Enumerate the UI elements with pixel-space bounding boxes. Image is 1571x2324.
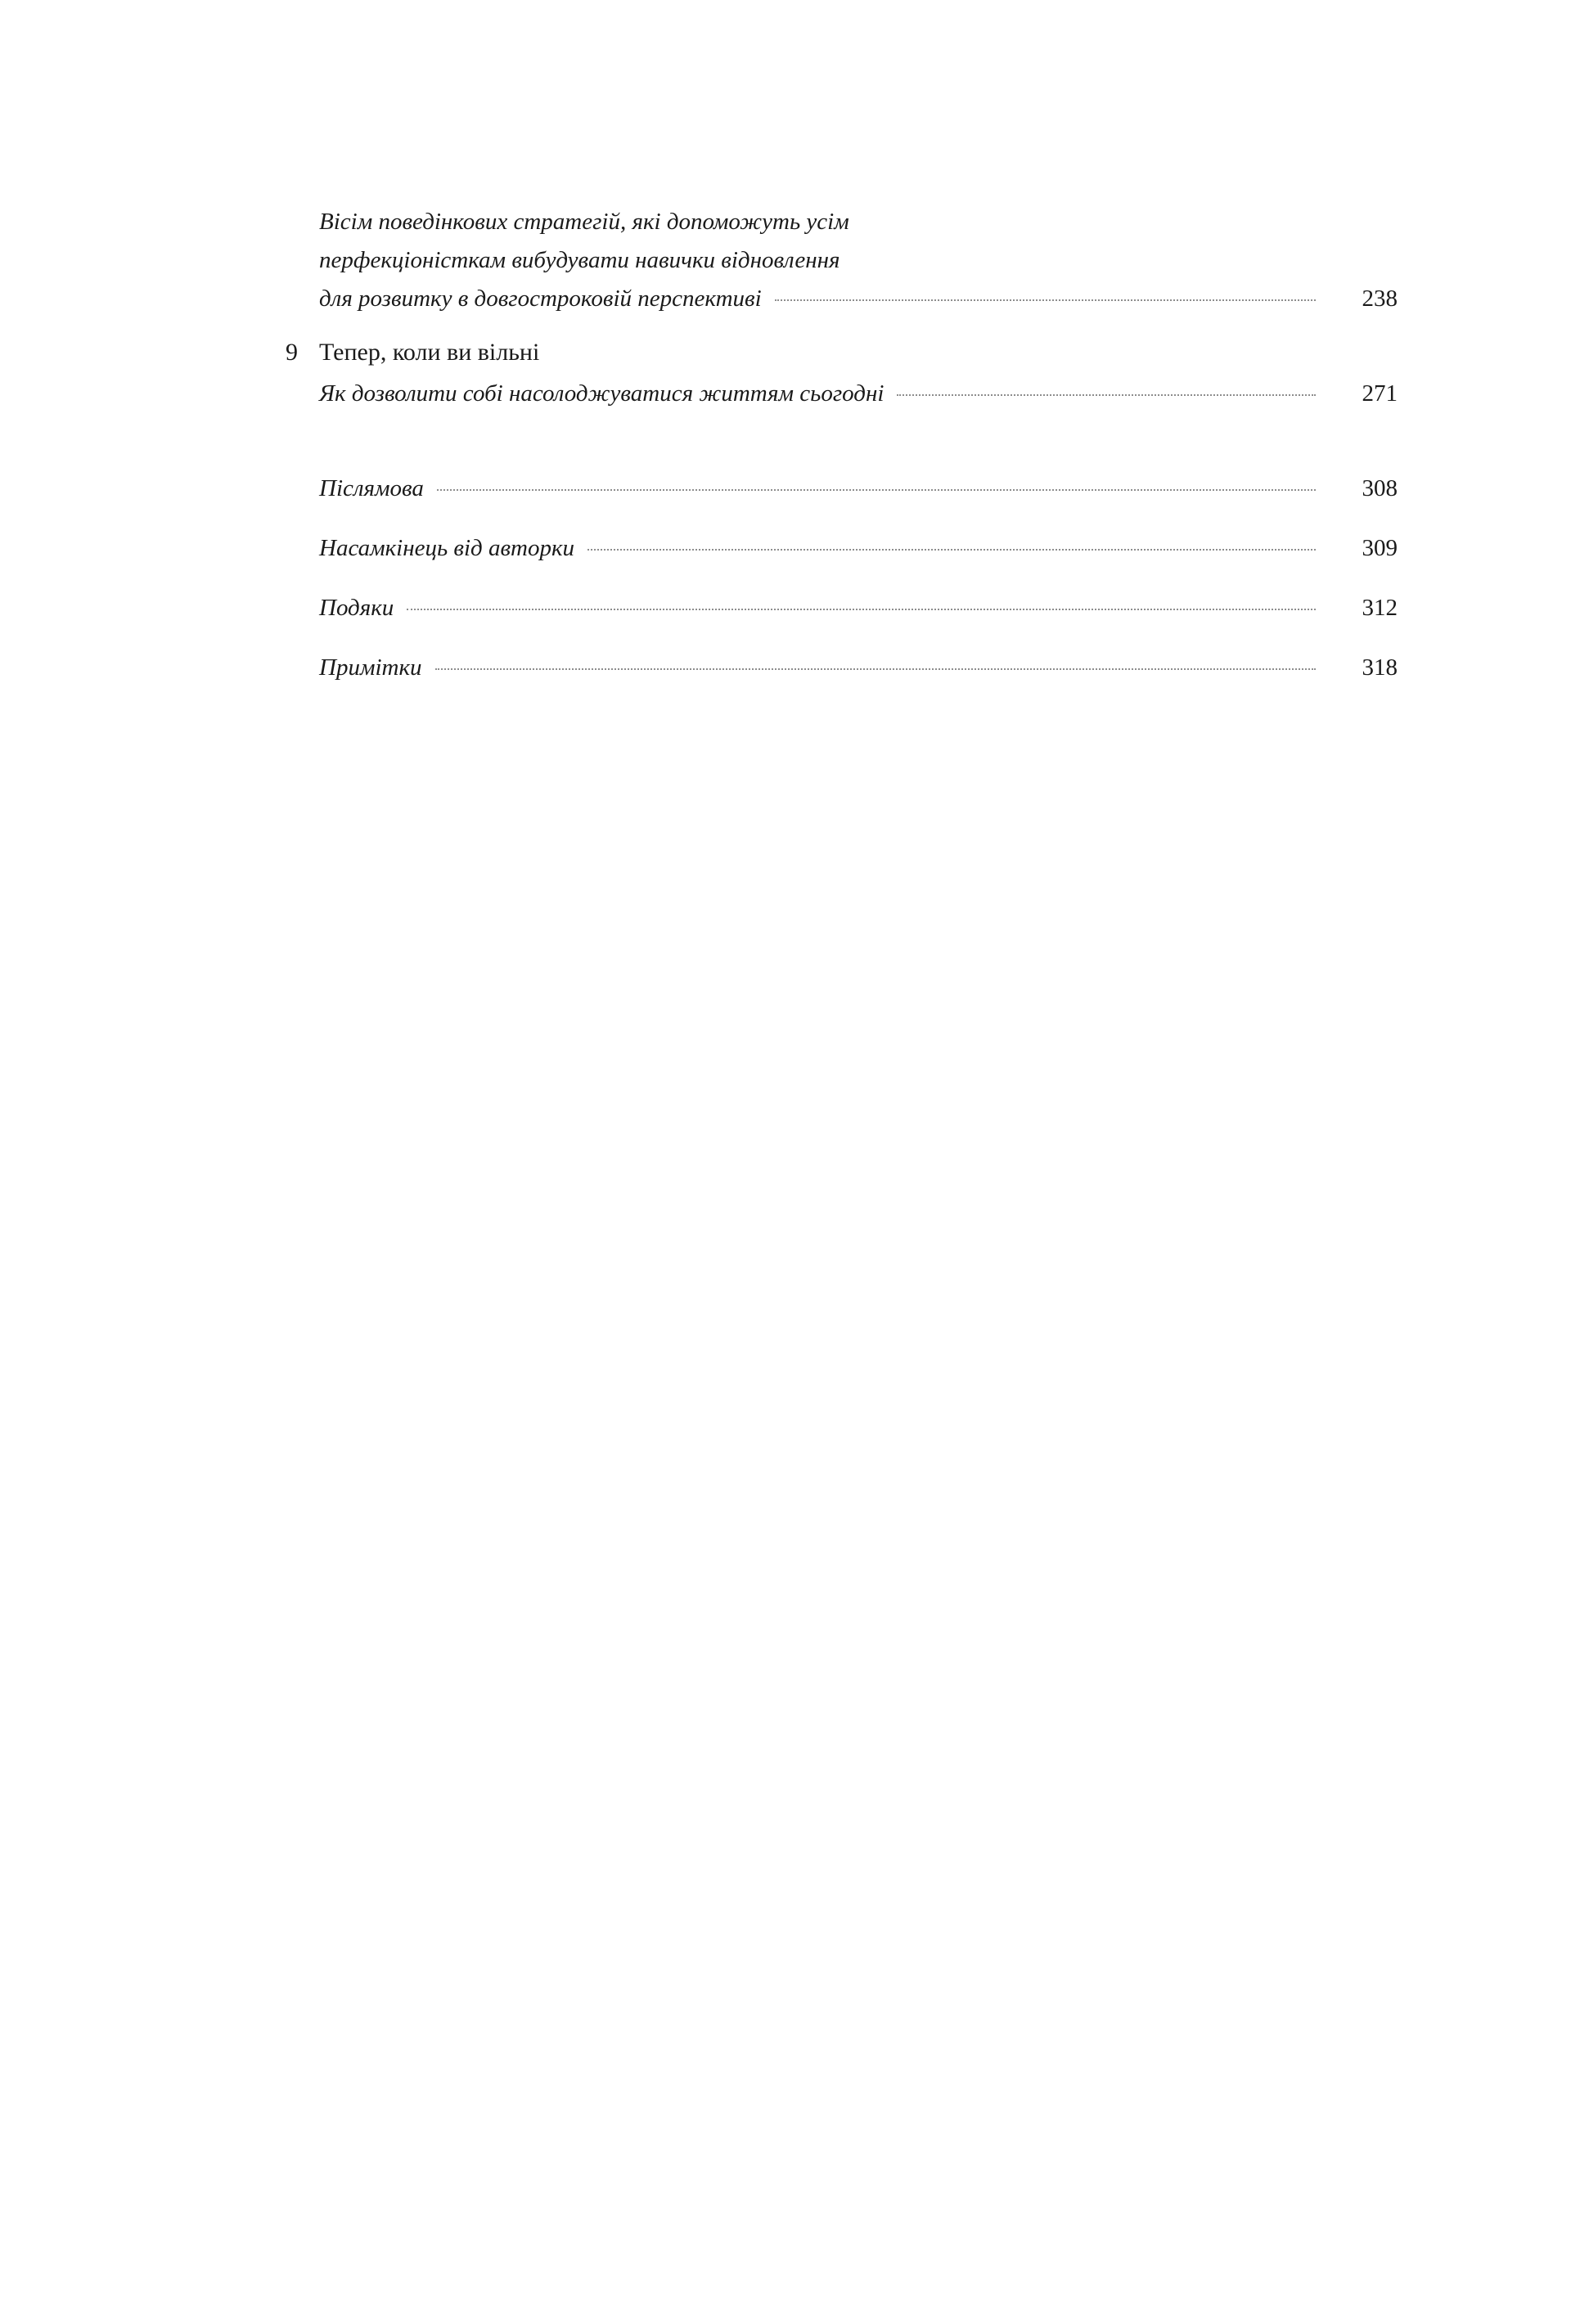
page-number: 308: [1362, 475, 1398, 502]
section-spacer: [260, 412, 1398, 470]
page-number: 312: [1362, 595, 1398, 622]
page-number: 238: [1362, 285, 1398, 312]
table-of-contents: [260, 203, 1398, 708]
toc-entry-notes[interactable]: [260, 649, 1398, 687]
toc-subtitle-text: Вісім поведінкових стратегій, які допоможуть усім: [319, 209, 849, 235]
toc-chapter-title-line: [319, 333, 1398, 373]
toc-entry-chapter-9[interactable]: [260, 333, 1398, 413]
toc-subtitle-line-2: [319, 241, 1398, 280]
toc-backmatter-title: Насамкінець від авторки: [319, 535, 575, 562]
dot-leader: [407, 608, 1316, 610]
toc-backmatter-line: [319, 470, 1398, 508]
toc-entry-acknowledgements[interactable]: [260, 589, 1398, 627]
toc-backmatter-line: [319, 589, 1398, 627]
dot-leader: [587, 548, 1316, 551]
toc-backmatter-title: Примітки: [319, 654, 422, 681]
page-number: 271: [1362, 380, 1398, 407]
toc-subtitle-line-3: [319, 280, 1398, 318]
chapter-number: 9: [286, 338, 298, 366]
toc-chapter-title: Тепер, коли ви вільні: [319, 338, 540, 366]
toc-backmatter-title: Післямова: [319, 475, 424, 502]
toc-chapter-subtitle-line: [319, 375, 1398, 413]
dot-leader: [435, 668, 1316, 670]
toc-subtitle-line-1: [319, 203, 1398, 241]
toc-entry-continued: [260, 203, 1398, 318]
page-number: 318: [1362, 654, 1398, 681]
toc-backmatter-title: Подяки: [319, 595, 394, 622]
dot-leader: [897, 393, 1316, 396]
page-number: 309: [1362, 535, 1398, 562]
dot-leader: [775, 299, 1316, 301]
toc-entry-afterword[interactable]: [260, 470, 1398, 508]
dot-leader: [437, 488, 1316, 491]
toc-chapter-subtitle: Як дозволити собі насолоджуватися життям сьогодні: [319, 380, 885, 407]
toc-subtitle-text: для розвитку в довгостроковій перспективі: [319, 285, 762, 312]
toc-subtitle-text: перфекціоністкам вибудувати навички відновлення: [319, 246, 840, 273]
toc-backmatter-line: [319, 649, 1398, 687]
toc-backmatter-line: [319, 529, 1398, 568]
toc-entry-final-note[interactable]: [260, 529, 1398, 568]
